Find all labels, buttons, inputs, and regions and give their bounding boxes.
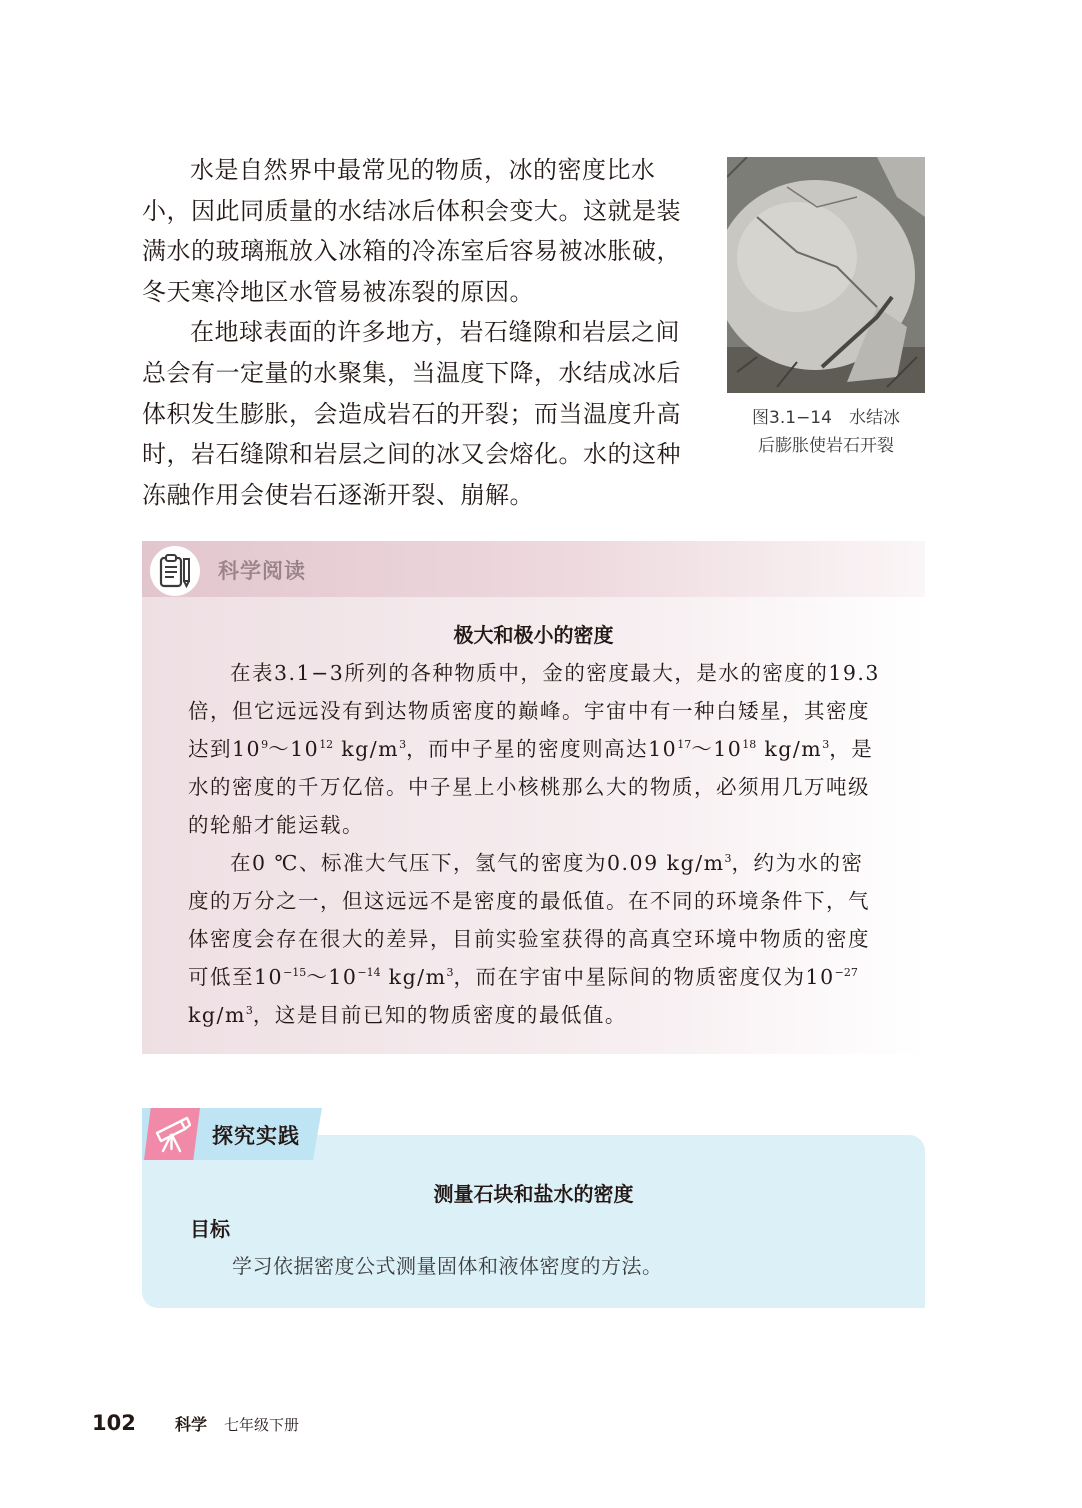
exponent: 3 xyxy=(399,738,407,751)
exponent: −14 xyxy=(357,966,381,979)
inquiry-goal-text: 学习依据密度公式测量固体和液体密度的方法。 xyxy=(232,1254,663,1278)
inquiry-goal-label: 目标 xyxy=(190,1217,230,1241)
figure-caption xyxy=(727,404,925,460)
text-span: ，是水的密度的千万亿倍。中子星上小核桃那么大的物质，必须用几万吨级的轮船才能运载。 xyxy=(188,737,874,837)
exponent: 3 xyxy=(245,1004,253,1017)
exponent: 9 xyxy=(261,738,269,751)
reading-paragraph-2 xyxy=(188,844,880,1034)
text-span: 10 xyxy=(648,737,678,761)
page-number: 102 xyxy=(92,1411,136,1435)
unit-text: kg/m xyxy=(380,965,447,989)
clipboard-pencil-icon xyxy=(150,546,200,596)
exponent: 3 xyxy=(446,966,454,979)
main-text xyxy=(142,150,702,515)
text-span: ～10 xyxy=(691,737,743,761)
reading-paragraph-1 xyxy=(188,654,880,844)
science-reading-box xyxy=(142,541,925,1054)
inquiry-practice-title: 探究实践 xyxy=(212,1124,300,1148)
exponent: −27 xyxy=(834,966,858,979)
book-grade: 七年级下册 xyxy=(224,1416,300,1434)
text-span: 10 xyxy=(254,965,284,989)
figure-caption-line2: 后膨胀使岩石开裂 xyxy=(758,436,894,456)
science-reading-title: 科学阅读 xyxy=(218,559,306,583)
text-span: ，而在宇宙中星际间的物质密度仅为10 xyxy=(453,965,835,989)
text-span: ，这是目前已知的物质密度的最低值。 xyxy=(252,1003,627,1027)
exponent: 3 xyxy=(724,852,732,865)
text-span: 在0 ℃、标准大气压下，氢气的密度为0.09 kg/m xyxy=(230,851,725,875)
figure-caption-line1: 图3.1−14 水结冰 xyxy=(752,408,900,428)
text-span: ～10 xyxy=(306,965,358,989)
book-subject: 科学 xyxy=(174,1415,207,1434)
science-reading-body xyxy=(188,654,880,1034)
text-span: ，约为水的密度的万分之一，但这远远不是密度的最低值。在不同的环境条件下，气体密度会存在很大的差异，目前实验室获得的高真空环境中物质的密度可低至 xyxy=(188,851,870,989)
paragraph-frost-weathering: 在地球表面的许多地方，岩石缝隙和岩层之间总会有一定量的水聚集，当温度下降，水结成冰后体积发生膨胀，会造成岩石的开裂；而当温度升高时，岩石缝隙和岩层之间的冰又会熔化。水的这种冻融作用会使岩石逐渐开裂、崩解。 xyxy=(142,318,681,509)
text-span: ，而中子星的密度则高达 xyxy=(406,737,649,761)
inquiry-practice-box xyxy=(142,1135,925,1308)
science-reading-heading: 极大和极小的密度 xyxy=(453,623,614,647)
science-reading-header xyxy=(142,541,925,597)
exponent: 18 xyxy=(742,738,757,751)
page-footer xyxy=(92,1411,299,1435)
exponent: −15 xyxy=(283,966,307,979)
text-span: 10 xyxy=(232,737,262,761)
text-span: ～10 xyxy=(268,737,320,761)
text-span: 在表3.1−3所列的各种物质中，金的密度最大，是水的密度的19.3倍，但它远远没有到达物质密度的巅峰。宇宙中有一种白矮星，其密度达到 xyxy=(188,661,880,761)
unit-text: kg/m xyxy=(333,737,400,761)
exponent: 12 xyxy=(319,738,334,751)
unit-text: kg/m xyxy=(188,1003,246,1027)
paragraph-ice-density: 水是自然界中最常见的物质，冰的密度比水小，因此同质量的水结冰后体积会变大。这就是装满水的玻璃瓶放入冰箱的冷冻室后容易被冰胀破，冬天寒冷地区水管易被冻裂的原因。 xyxy=(142,156,681,306)
exponent: 17 xyxy=(677,738,692,751)
cracked-rock-photo xyxy=(727,157,925,393)
inquiry-practice-heading: 测量石块和盐水的密度 xyxy=(433,1182,634,1206)
telescope-icon xyxy=(144,1108,200,1160)
exponent: 3 xyxy=(822,738,830,751)
unit-text: kg/m xyxy=(756,737,823,761)
